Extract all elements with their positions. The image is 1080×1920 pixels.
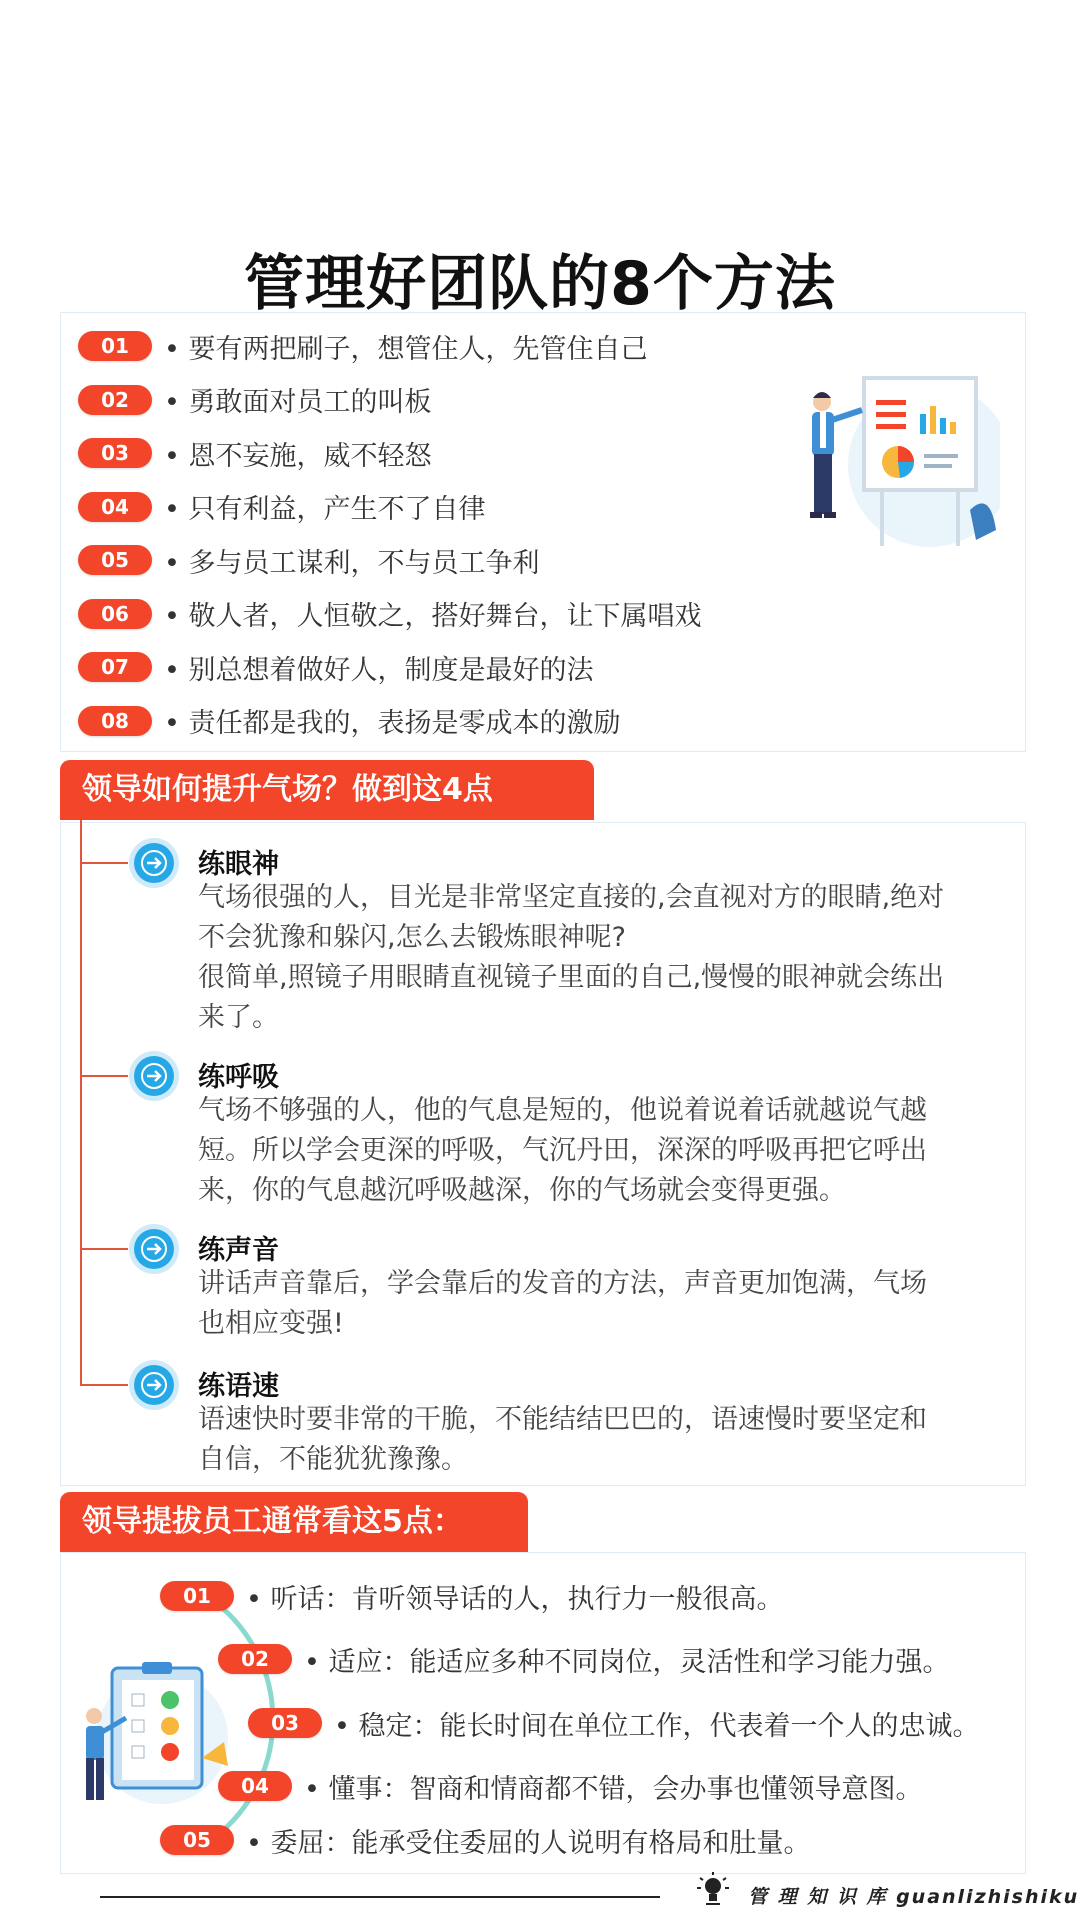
aura-point-title: 练语速 [198, 1371, 279, 1402]
method-number-badge: 05 [78, 545, 152, 575]
promote-item [218, 1769, 923, 1803]
aura-point-line: 讲话声音靠后，学会靠后的发音的方法，声音更加饱满，气场 [198, 1268, 927, 1299]
promote-number-badge: 04 [218, 1771, 292, 1801]
method-item [78, 380, 432, 420]
footer-brand: 管 理 知 识 库 guanlizhishiku [748, 1886, 1080, 1908]
method-number-badge: 06 [78, 599, 152, 629]
promote-item [160, 1579, 784, 1613]
footer-divider [100, 1896, 660, 1898]
aura-point-title: 练声音 [198, 1235, 279, 1266]
promote-text: • 懂事：智商和情商都不错，会办事也懂领导意图。 [304, 1773, 923, 1805]
method-item [78, 433, 432, 473]
aura-point-line: 来了。 [198, 1002, 279, 1033]
method-number-badge: 03 [78, 438, 152, 468]
method-text: • 只有利益，产生不了自律 [164, 494, 486, 525]
method-item [78, 701, 621, 741]
method-text: • 敬人者，人恒敬之，搭好舞台，让下属唱戏 [164, 601, 702, 632]
method-number-badge: 01 [78, 331, 152, 361]
arrow-right-circle-icon [134, 1365, 174, 1405]
aura-section-header: 领导如何提升气场？做到这4点 [60, 760, 594, 820]
aura-point-body [198, 1264, 1018, 1344]
aura-point-body [198, 878, 1018, 1038]
aura-point-title: 练呼吸 [198, 1062, 279, 1093]
promote-text: • 稳定：能长时间在单位工作，代表着一个人的忠诚。 [334, 1710, 980, 1742]
arrow-right-circle-icon [134, 843, 174, 883]
timeline-branch [80, 1248, 128, 1250]
method-item [78, 647, 594, 687]
promote-text: • 适应：能适应多种不同岗位，灵活性和学习能力强。 [304, 1646, 950, 1678]
aura-point-line: 不会犹豫和躲闪,怎么去锻炼眼神呢? [198, 922, 626, 953]
method-item [78, 326, 648, 366]
aura-point-line: 气场很强的人，目光是非常坚定直接的,会直视对方的眼睛,绝对 [198, 882, 945, 913]
presenter-illustration [800, 370, 1000, 560]
aura-point-line: 短。所以学会更深的呼吸，气沉丹田，深深的呼吸再把它呼出 [198, 1135, 927, 1166]
aura-point-line: 自信，不能犹犹豫豫。 [198, 1444, 468, 1475]
method-number-badge: 04 [78, 492, 152, 522]
aura-point-line: 气场不够强的人，他的气息是短的，他说着说着话就越说气越 [198, 1095, 927, 1126]
aura-point-line: 也相应变强! [198, 1308, 344, 1339]
timeline-branch [80, 1075, 128, 1077]
method-item [78, 540, 540, 580]
promote-text: • 委屈：能承受住委屈的人说明有格局和肚量。 [246, 1827, 811, 1859]
promote-section-header: 领导提拔员工通常看这5点： [60, 1492, 528, 1552]
aura-point-line: 语速快时要非常的干脆，不能结结巴巴的，语速慢时要坚定和 [198, 1404, 927, 1435]
aura-point-body [198, 1400, 1018, 1480]
method-number-badge: 07 [78, 652, 152, 682]
method-text: • 勇敢面对员工的叫板 [164, 387, 432, 418]
lightbulb-icon [696, 1872, 730, 1908]
promote-item [218, 1642, 950, 1676]
arrow-right-circle-icon [134, 1229, 174, 1269]
promote-item [248, 1706, 980, 1740]
arrow-right-circle-icon [134, 1056, 174, 1096]
timeline-line [80, 820, 82, 1385]
promote-text: • 听话：肯听领导话的人，执行力一般很高。 [246, 1583, 784, 1615]
timeline-branch [80, 1384, 128, 1386]
method-number-badge: 08 [78, 706, 152, 736]
page-title: 管理好团队的8个方法 [244, 249, 836, 319]
promote-item [160, 1823, 811, 1857]
method-text: • 要有两把刷子，想管住人，先管住自己 [164, 333, 648, 365]
method-text: • 多与员工谋利，不与员工争利 [164, 547, 540, 579]
aura-point-line: 很简单,照镜子用眼睛直视镜子里面的自己,慢慢的眼神就会练出 [198, 962, 945, 993]
method-item [78, 594, 702, 634]
method-text: • 责任都是我的，表扬是零成本的激励 [164, 708, 621, 739]
timeline-branch [80, 862, 128, 864]
aura-point-body [198, 1091, 1018, 1211]
method-text: • 恩不妄施，威不轻怒 [164, 440, 432, 472]
promote-number-badge: 01 [160, 1581, 234, 1611]
aura-point-line: 来，你的气息越沉呼吸越深，你的气场就会变得更强。 [198, 1175, 846, 1206]
promote-number-badge: 03 [248, 1708, 322, 1738]
promote-number-badge: 02 [218, 1644, 292, 1674]
promote-number-badge: 05 [160, 1825, 234, 1855]
aura-point-title: 练眼神 [198, 849, 279, 880]
method-text: • 别总想着做好人，制度是最好的法 [164, 654, 594, 686]
method-number-badge: 02 [78, 385, 152, 415]
method-item [78, 487, 486, 527]
